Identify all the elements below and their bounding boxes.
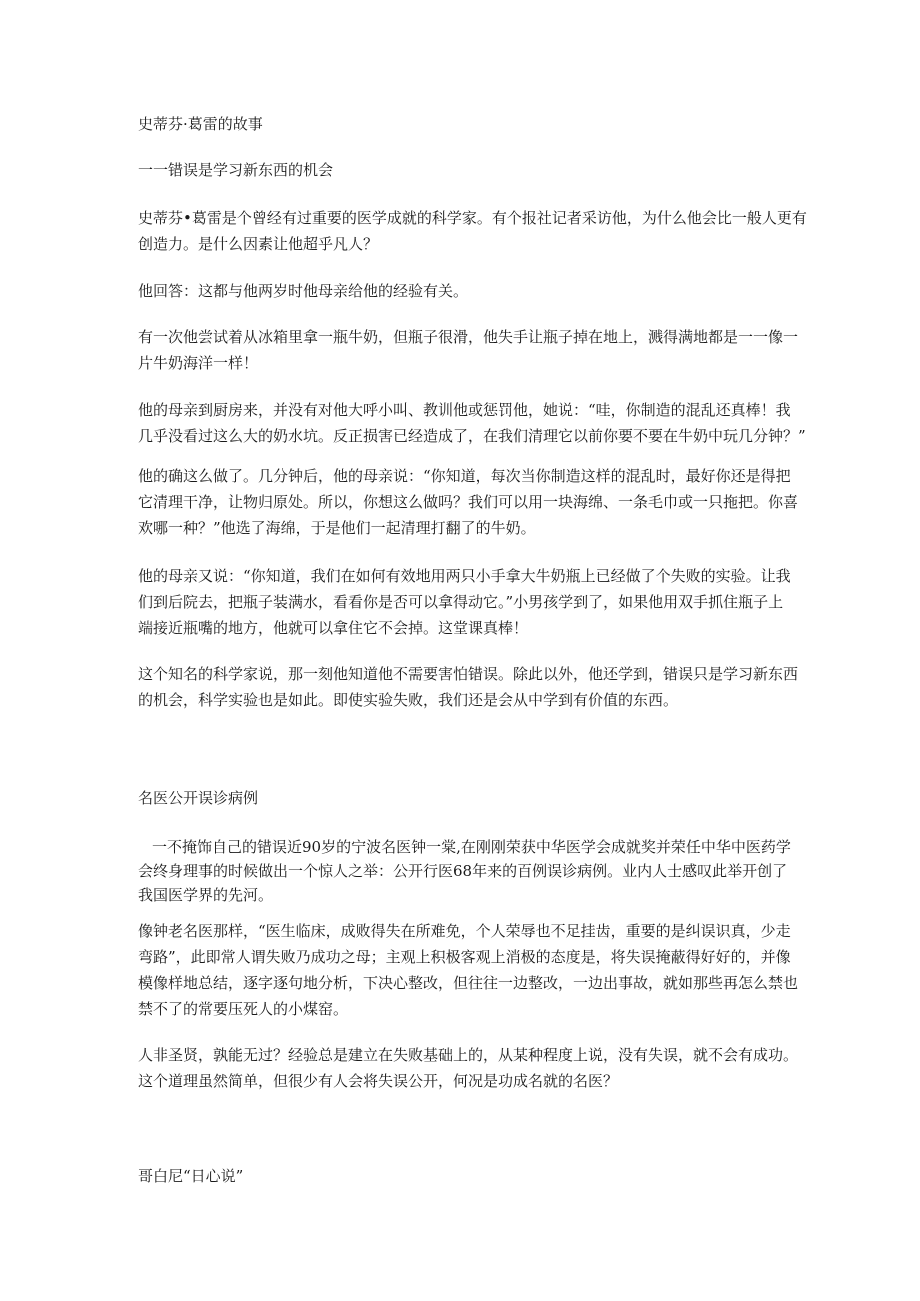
story1-p6-line3: 端接近瓶嘴的地方，他就可以拿住它不会掉。这堂课真棒！ — [138, 619, 529, 637]
story2-p2-line3: 模像样地总结，逐字逐句地分析，下决心整改，但往往一边整改，一边出事故，就如那些再怎么禁也 — [138, 974, 799, 992]
story1-p4-line1: 他的母亲到厨房来，并没有对他大呼小叫、教训他或惩罚他，她说：“哇，你制造的混乱还真棒！我 — [138, 401, 791, 419]
story2-p1-line3: 我国医学界的先河。 — [138, 886, 274, 904]
story1-p5-line1: 他的确这么做了。几分钟后，他的母亲说：“你知道，每次当你制造这样的混乱时，最好你还是得把 — [138, 467, 791, 485]
story2-p2-line4: 禁不了的常要压死人的小煤窑。 — [138, 1000, 349, 1018]
story1-p2-line1: 他回答：这都与他两岁时他母亲给他的经验有关。 — [138, 282, 469, 300]
story1-p1-line2: 创造力。是什么因素让他超乎凡人？ — [138, 235, 379, 253]
story1-p4-line2: 几乎没看过这么大的奶水坑。反正损害已经造成了，在我们清理它以前你要不要在牛奶中玩几分钟？” — [138, 427, 806, 445]
story2-p2-line1: 像钟老名医那样，“医生临床，成败得失在所难免，个人荣辱也不足挂齿，重要的是纠误识真，少走 — [138, 922, 791, 940]
story1-subtitle: 一一错误是学习新东西的机会 — [138, 161, 334, 179]
story3-title: 哥白尼“日心说” — [138, 1167, 244, 1185]
story1-p1-line1: 史蒂芬•葛雷是个曾经有过重要的医学成就的科学家。有个报社记者采访他，为什么他会比一般人更有 — [138, 209, 807, 227]
story1-p5-line3: 欢哪一种？”他选了海绵，于是他们一起清理打翻了的牛奶。 — [138, 519, 536, 537]
story1-p3-line1: 有一次他尝试着从冰箱里拿一瓶牛奶，但瓶子很滑，他失手让瓶子掉在地上，溅得满地都是一一像一 — [138, 328, 799, 346]
story1-p6-line2: 们到后院去，把瓶子装满水，看看你是否可以拿得动它。”小男孩学到了，如果他用双手抓住瓶子上 — [138, 593, 784, 611]
story2-p3-line2: 这个道理虽然简单，但很少有人会将失误公开，何况是功成名就的名医？ — [138, 1072, 619, 1090]
story1-p5-line2: 它清理干净，让物归原处。所以，你想这么做吗？我们可以用一块海绵、一条毛巾或一只拖把。你喜 — [138, 493, 799, 511]
story2-title: 名医公开误诊病例 — [138, 789, 259, 807]
story1-p3-line2: 片牛奶海洋一样！ — [138, 354, 259, 372]
story1-p7-line2: 的机会，科学实验也是如此。即使实验失败，我们还是会从中学到有价值的东西。 — [138, 691, 679, 709]
story2-p2-line2: 弯路”，此即常人谓失败乃成功之母；主观上积极客观上消极的态度是，将失误掩蔽得好好的，并像 — [138, 948, 791, 966]
story2-p3-line1: 人非圣贤，孰能无过？经验总是建立在失败基础上的，从某种程度上说，没有失误，就不会有成功。 — [138, 1046, 799, 1064]
story1-title: 史蒂芬·葛雷的故事 — [138, 115, 263, 133]
story1-p7-line1: 这个知名的科学家说，那一刻他知道他不需要害怕错误。除此以外，他还学到，错误只是学习新东西 — [138, 665, 799, 683]
story2-p1-line1: 一不掩饰自己的错误近90岁的宁波名医钟一棠,在刚刚荣获中华医学会成就奖并荣任中华中医药学 — [152, 838, 791, 856]
story2-p1-line2: 会终身理事的时候做出一个惊人之举：公开行医68年来的百例误诊病例。业内人士感叹此举开创了 — [138, 862, 788, 880]
story1-p6-line1: 他的母亲又说：“你知道，我们在如何有效地用两只小手拿大牛奶瓶上已经做了个失败的实验。让我 — [138, 567, 791, 585]
